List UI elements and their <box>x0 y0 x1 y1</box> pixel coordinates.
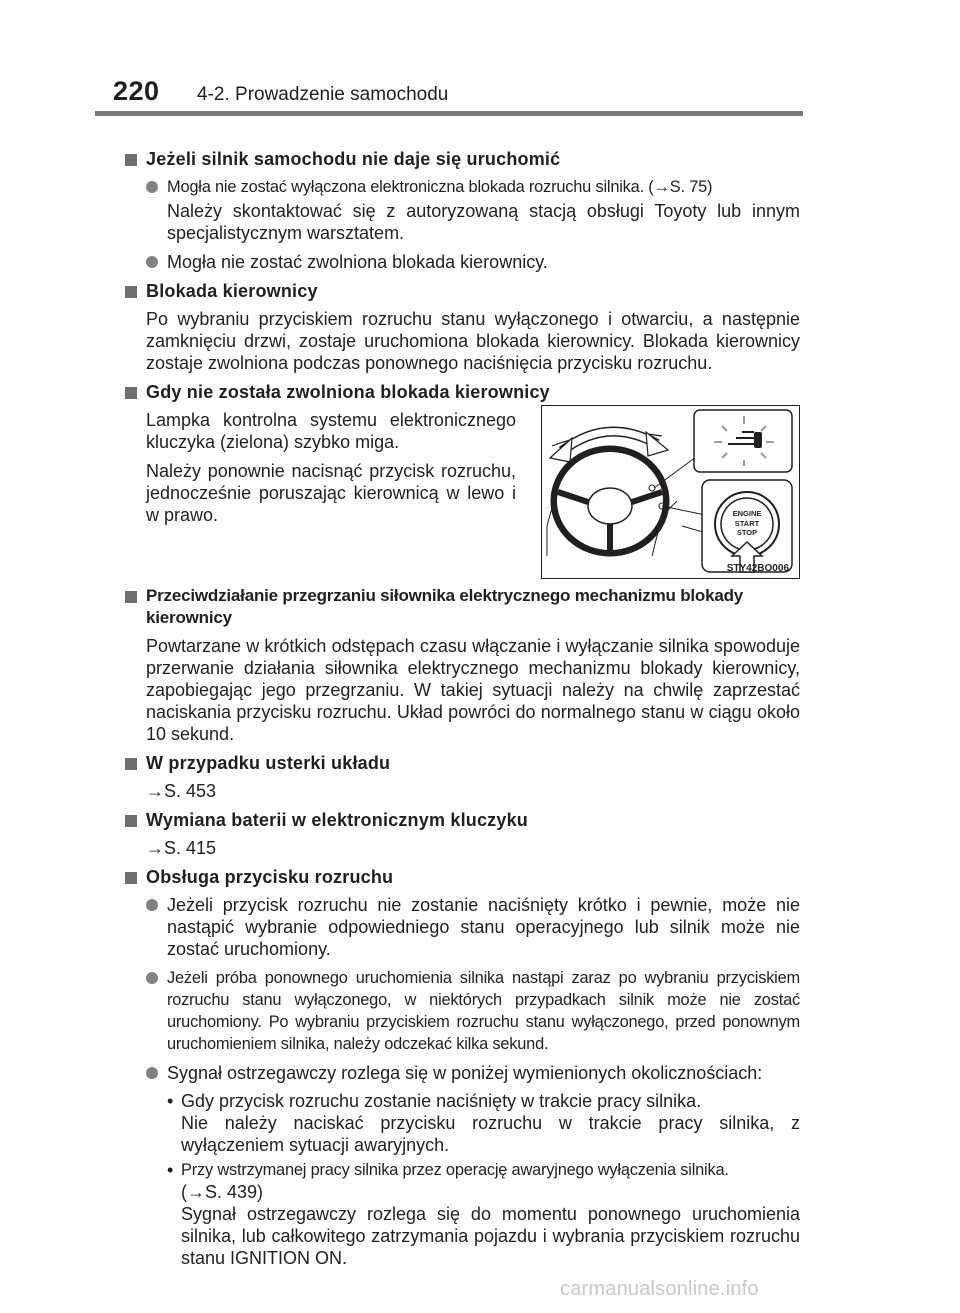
steering-wheel-figure <box>541 405 800 579</box>
watermark: carmanualsonline.info <box>560 1278 759 1300</box>
paragraph: Jeżeli próba ponownego uruchomienia silnika nastąpi zaraz po wybraniu przyciskiem rozruchu stanu wyłączonego, w niektórych przypadkach silnik może nie zostać uruchomiony. Po wybraniu przyciskiem rozruchu stanu wyłączonego, przed ponownym uruchomieniem silnika, należy odczekać kilka sekund. <box>167 969 800 1053</box>
page-number: 220 <box>113 76 160 106</box>
page-reference: (→S. 439) <box>181 1182 264 1202</box>
section-heading: Wymiana baterii w elektronicznym kluczyku <box>146 810 528 830</box>
section-heading: Obsługa przycisku rozruchu <box>146 867 394 887</box>
section-heading: Gdy nie została zwolniona blokada kierownicy <box>146 382 550 402</box>
sub-bullet-mark: • <box>167 1091 174 1111</box>
engine-label: ENGINE <box>732 509 762 518</box>
square-bullet-icon <box>125 154 137 166</box>
page-reference: →S. 453 <box>146 781 217 801</box>
stop-label: STOP <box>736 528 758 537</box>
paragraph: Przy wstrzymanej pracy silnika przez operację awaryjnego wyłączenia silnika. <box>181 1161 729 1179</box>
paragraph: Mogła nie zostać wyłączona elektroniczna blokada rozruchu silnika. (→S. 75) <box>167 178 713 196</box>
round-bullet-icon <box>146 1067 158 1079</box>
paragraph: Należy skontaktować się z autoryzowaną stacją obsługi Toyoty lub innym specjalistycznym warsztatem. <box>167 201 800 243</box>
section-heading: Jeżeli silnik samochodu nie daje się uruchomić <box>146 149 561 169</box>
section-key-battery <box>125 809 800 859</box>
section-heading: W przypadku usterki układu <box>146 753 391 773</box>
sub-bullet-mark: • <box>167 1160 174 1180</box>
round-bullet-icon <box>146 972 158 984</box>
paragraph: Lampka kontrolna systemu elektronicznego kluczyka (zielona) szybko miga. <box>146 410 516 452</box>
square-bullet-icon <box>125 815 137 827</box>
section-start-button-operation <box>125 866 800 1269</box>
section-heading: Przeciwdziałanie przegrzaniu siłownika elektrycznego mechanizmu blokady kierownicy <box>146 586 744 627</box>
header-rule <box>95 111 803 116</box>
paragraph: Powtarzane w krótkich odstępach czasu włączanie i wyłączanie silnika spowoduje przerwanie działania siłownika elektrycznego mechanizmu blokady kierownicy, zapobiegając jego przegrzaniu. W takiej sytuacji należy na chwilę zaprzestać naciskania przycisku rozruchu. Układ powróci do normalnego stanu w ciągu około 10 sekund. <box>146 636 800 744</box>
start-label: START <box>734 519 760 528</box>
paragraph: Po wybraniu przyciskiem rozruchu stanu wyłączonego i otwarciu, a następnie zamknięciu drzwi, zostaje uruchomiona blokada kierownicy. Blokada kierownicy zostaje zwolniona podczas ponownego naciśnięcia przycisku rozruchu. <box>146 309 800 373</box>
paragraph: Należy ponownie nacisnąć przycisk rozruchu, jednocześnie poruszając kierownicą w lewo i w prawo. <box>146 461 516 525</box>
paragraph: Gdy przycisk rozruchu zostanie naciśnięty w trakcie pracy silnika. <box>181 1091 702 1111</box>
paragraph: Nie należy naciskać przycisku rozruchu w trakcie pracy silnika, z wyłączeniem sytuacji awaryjnych. <box>181 1113 800 1155</box>
square-bullet-icon <box>125 286 137 298</box>
page-header <box>0 0 960 118</box>
paragraph: Mogła nie zostać zwolniona blokada kierownicy. <box>167 252 548 272</box>
section-steering-lock-not-released <box>125 381 800 579</box>
figure-code: STY42BO006 <box>726 563 789 574</box>
list-item <box>146 894 800 960</box>
list-item <box>146 251 800 273</box>
paragraph: Sygnał ostrzegawczy rozlega się do momentu ponownego uruchomienia silnika, lub całkowitego zatrzymania pojazdu i wybrania przyciskiem rozruchu stanu IGNITION ON. <box>181 1204 800 1268</box>
list-item <box>146 176 800 244</box>
list-item <box>146 967 800 1055</box>
square-bullet-icon <box>125 591 137 603</box>
list-item <box>146 1062 800 1269</box>
square-bullet-icon <box>125 758 137 770</box>
section-engine-not-starting <box>125 148 800 273</box>
chapter-title: 4-2. Prowadzenie samochodu <box>197 84 449 105</box>
page-content <box>125 148 800 1276</box>
section-steering-lock <box>125 280 800 374</box>
paragraph: Jeżeli przycisk rozruchu nie zostanie naciśnięty krótko i pewnie, może nie nastąpić wybranie odpowiedniego stanu operacyjnego lub silnik może nie zostać uruchomiony. <box>167 895 800 959</box>
square-bullet-icon <box>125 872 137 884</box>
steering-wheel-illustration <box>542 406 799 578</box>
section-actuator-overheat <box>125 585 800 745</box>
page-reference: →S. 415 <box>146 838 217 858</box>
paragraph: Sygnał ostrzegawczy rozlega się w poniżej wymienionych okolicznościach: <box>167 1063 763 1083</box>
square-bullet-icon <box>125 387 137 399</box>
round-bullet-icon <box>146 899 158 911</box>
round-bullet-icon <box>146 181 158 193</box>
section-heading: Blokada kierownicy <box>146 281 318 301</box>
round-bullet-icon <box>146 256 158 268</box>
sub-list-item <box>167 1090 800 1156</box>
sub-list-item <box>167 1159 800 1269</box>
section-system-malfunction <box>125 752 800 802</box>
